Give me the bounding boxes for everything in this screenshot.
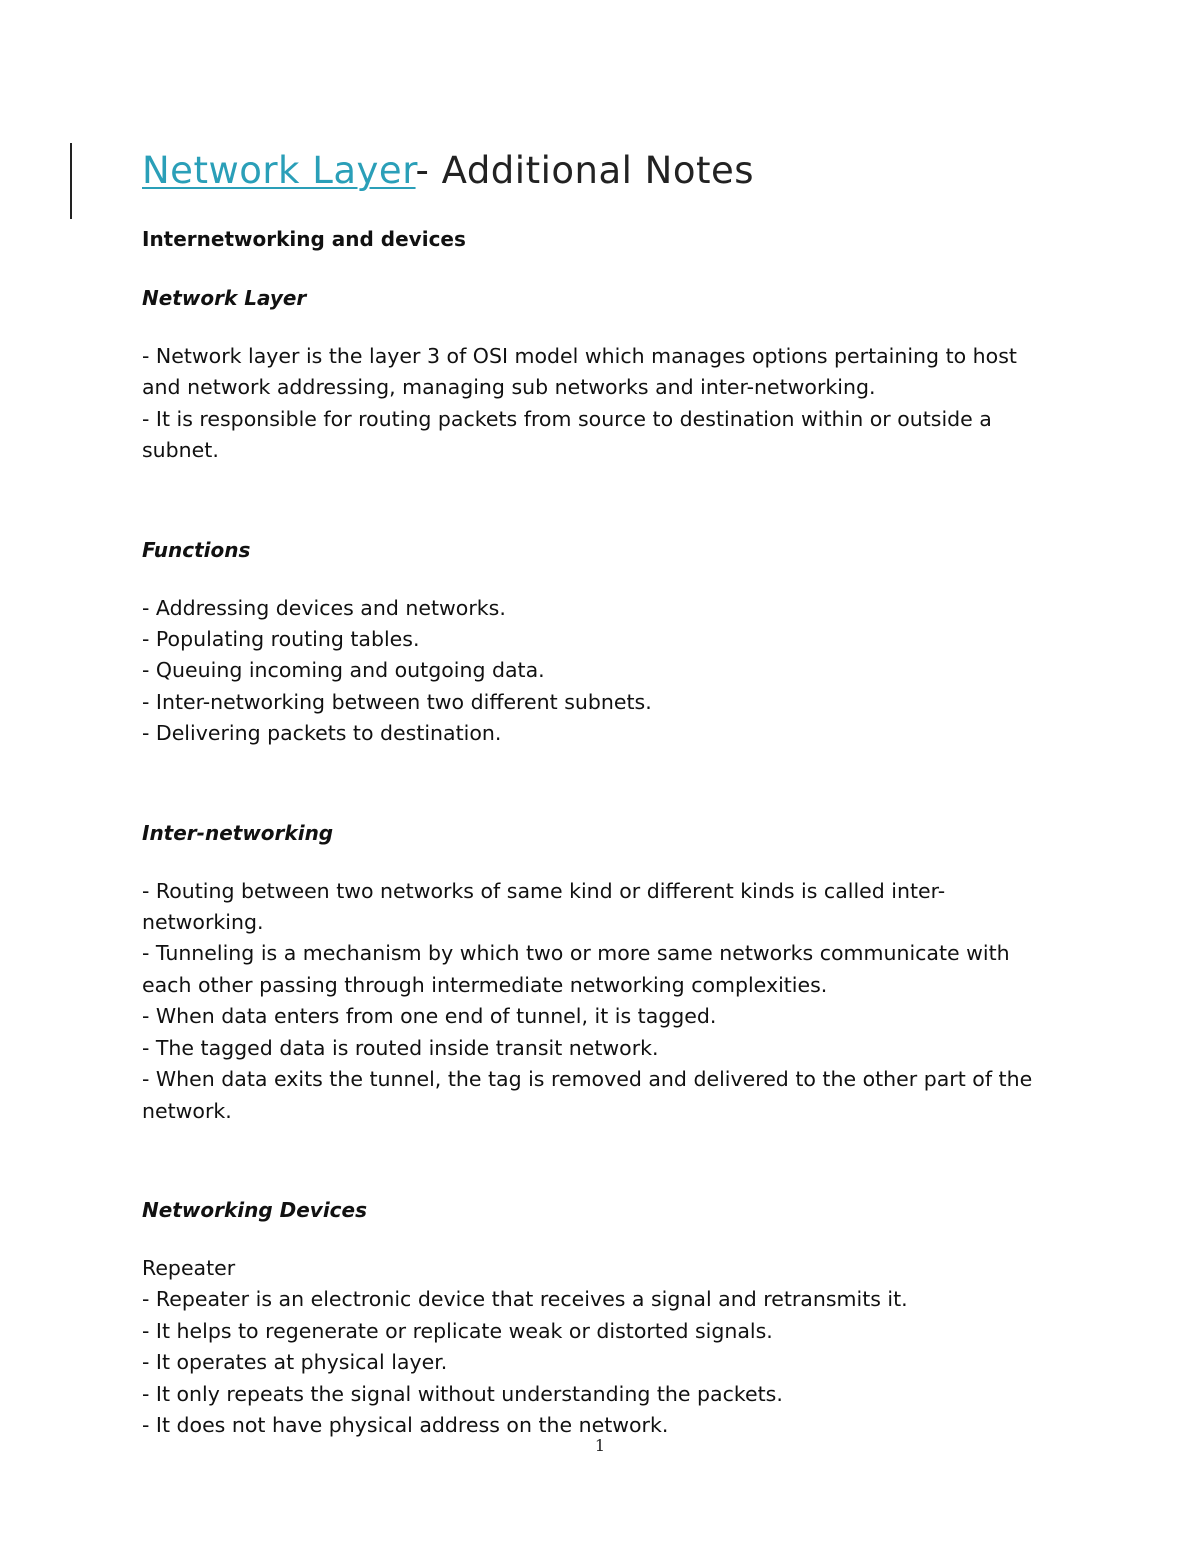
- text-line: each other passing through intermediate networking complexities.: [142, 972, 828, 997]
- list-item: - Delivering packets to destination.: [142, 721, 502, 746]
- change-bar: [70, 143, 72, 219]
- title-link[interactable]: Network Layer: [142, 149, 416, 192]
- network-layer-paragraph: [142, 341, 1072, 467]
- page-title: [142, 140, 1072, 202]
- document-body: [142, 140, 1072, 1441]
- text-line: - Routing between two networks of same kind or different kinds is called inter-: [142, 878, 946, 903]
- networking-devices-heading: Networking Devices: [142, 1197, 367, 1222]
- list-item: - Populating routing tables.: [142, 627, 420, 652]
- title-rest: - Additional Notes: [415, 149, 755, 192]
- text-line: - When data exits the tunnel, the tag is removed and delivered to the other part of the: [142, 1067, 1033, 1092]
- text-line: - It does not have physical address on the network.: [142, 1412, 669, 1437]
- functions-list: [142, 593, 1072, 750]
- text-line: - The tagged data is routed inside transit network.: [142, 1035, 659, 1060]
- text-line: Repeater: [142, 1255, 236, 1280]
- list-item: - Queuing incoming and outgoing data.: [142, 658, 545, 683]
- text-line: - It helps to regenerate or replicate weak or distorted signals.: [142, 1318, 773, 1343]
- text-line: - Tunneling is a mechanism by which two or more same networks communicate with: [142, 941, 1010, 966]
- text-line: - Network layer is the layer 3 of OSI model which manages options pertaining to host: [142, 344, 1017, 368]
- network-layer-heading: Network Layer: [142, 286, 307, 310]
- list-item: - Addressing devices and networks.: [142, 595, 506, 620]
- inter-networking-heading: Inter-networking: [142, 820, 334, 845]
- text-line: - It only repeats the signal without understanding the packets.: [142, 1381, 783, 1406]
- text-line: - It is responsible for routing packets from source to destination within or outside a: [142, 406, 992, 431]
- inter-networking-paragraph: [142, 876, 1072, 1127]
- networking-devices-paragraph: [142, 1253, 1072, 1441]
- page-number: 1: [594, 1436, 606, 1455]
- text-line: subnet.: [142, 438, 219, 463]
- text-line: networking.: [142, 910, 264, 935]
- text-line: and network addressing, managing sub networks and inter-networking.: [142, 375, 876, 400]
- text-line: - Repeater is an electronic device that receives a signal and retransmits it.: [142, 1287, 908, 1312]
- section-heading: Internetworking and devices: [142, 227, 466, 251]
- text-line: - It operates at physical layer.: [142, 1350, 448, 1375]
- text-line: network.: [142, 1098, 232, 1123]
- list-item: - Inter-networking between two different subnets.: [142, 689, 652, 714]
- text-line: - When data enters from one end of tunnel, it is tagged.: [142, 1004, 717, 1029]
- functions-heading: Functions: [142, 537, 251, 562]
